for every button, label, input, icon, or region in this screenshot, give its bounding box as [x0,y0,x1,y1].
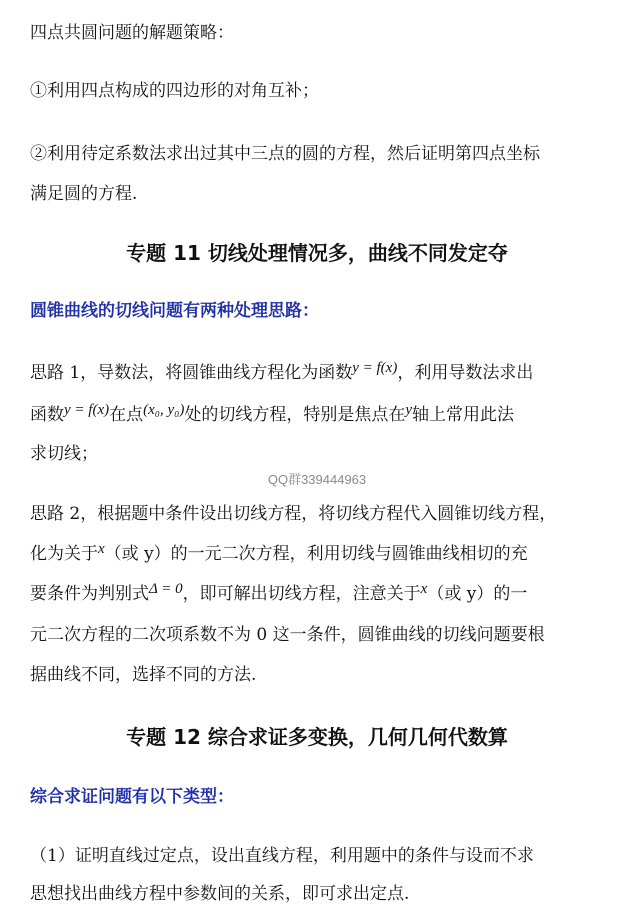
approach-2-line-2 [30,543,528,566]
approach-1-tail: ，利用导数法求出 [397,363,534,383]
point-formula: (x₀, y₀) [143,402,185,418]
approach-2-line-5: 据曲线不同，选择不同的方法. [30,665,257,685]
text-fragment: 化为关于 [30,544,98,564]
text-fragment: ，即可解出切线方程，注意关于 [182,584,421,604]
watermark: QQ群339444963 [267,472,367,487]
variable-symbol: x [420,581,428,597]
text-fragment: 轴上常用此法 [412,405,515,425]
type-1-line-2: 思想找出曲线方程中参数间的关系，即可求出定点. [30,884,410,904]
discriminant-formula: Δ = 0 [149,581,183,597]
topic-11-heading: 专题 11 切线处理情况多，曲线不同发定夺 [126,241,508,265]
strategy-title: 四点共圆问题的解题策略： [30,23,234,43]
function-formula: y = f(x) [64,402,110,418]
strategy-item-2-line-1: ②利用待定系数法求出过其中三点的圆的方程，然后证明第四点坐标 [30,144,540,164]
topic-12-subhead: 综合求证问题有以下类型： [30,787,234,807]
approach-2-line-3 [30,583,527,606]
strategy-item-2-line-2: 满足圆的方程. [30,184,138,204]
approach-1-line-2 [30,404,514,427]
topic-12-heading: 专题 12 综合求证多变换，几何几何代数算 [126,725,508,749]
function-formula: y = f(x) [352,360,398,376]
approach-2-line-1: 思路 2，根据题中条件设出切线方程，将切线方程代入圆锥切线方程， [30,504,557,524]
approach-1-line-1 [30,362,533,385]
type-1-line-1: （1）证明直线过定点，设出直线方程，利用题中的条件与设而不求 [30,846,534,866]
approach-2-line-4: 元二次方程的二次项系数不为 0 这一条件，圆锥曲线的切线问题要根 [30,625,545,645]
text-fragment: （或 y）的一元二次方程，利用切线与圆锥曲线相切的充 [104,544,528,564]
text-fragment: （或 y）的一 [427,584,528,604]
text-fragment: 函数 [30,405,64,425]
text-fragment: 要条件为判别式 [30,584,149,604]
text-fragment: 处的切线方程，特别是焦点在 [184,405,406,425]
strategy-item-1: ①利用四点构成的四边形的对角互补； [30,81,319,101]
approach-1-line-3: 求切线； [30,444,98,464]
topic-11-subhead: 圆锥曲线的切线问题有两种处理思路： [30,301,319,321]
axis-symbol: y [405,402,413,418]
text-fragment: 在点 [109,405,144,425]
variable-symbol: x [98,541,105,557]
approach-1-text: 思路 1，导数法，将圆锥曲线方程化为函数 [30,363,353,383]
